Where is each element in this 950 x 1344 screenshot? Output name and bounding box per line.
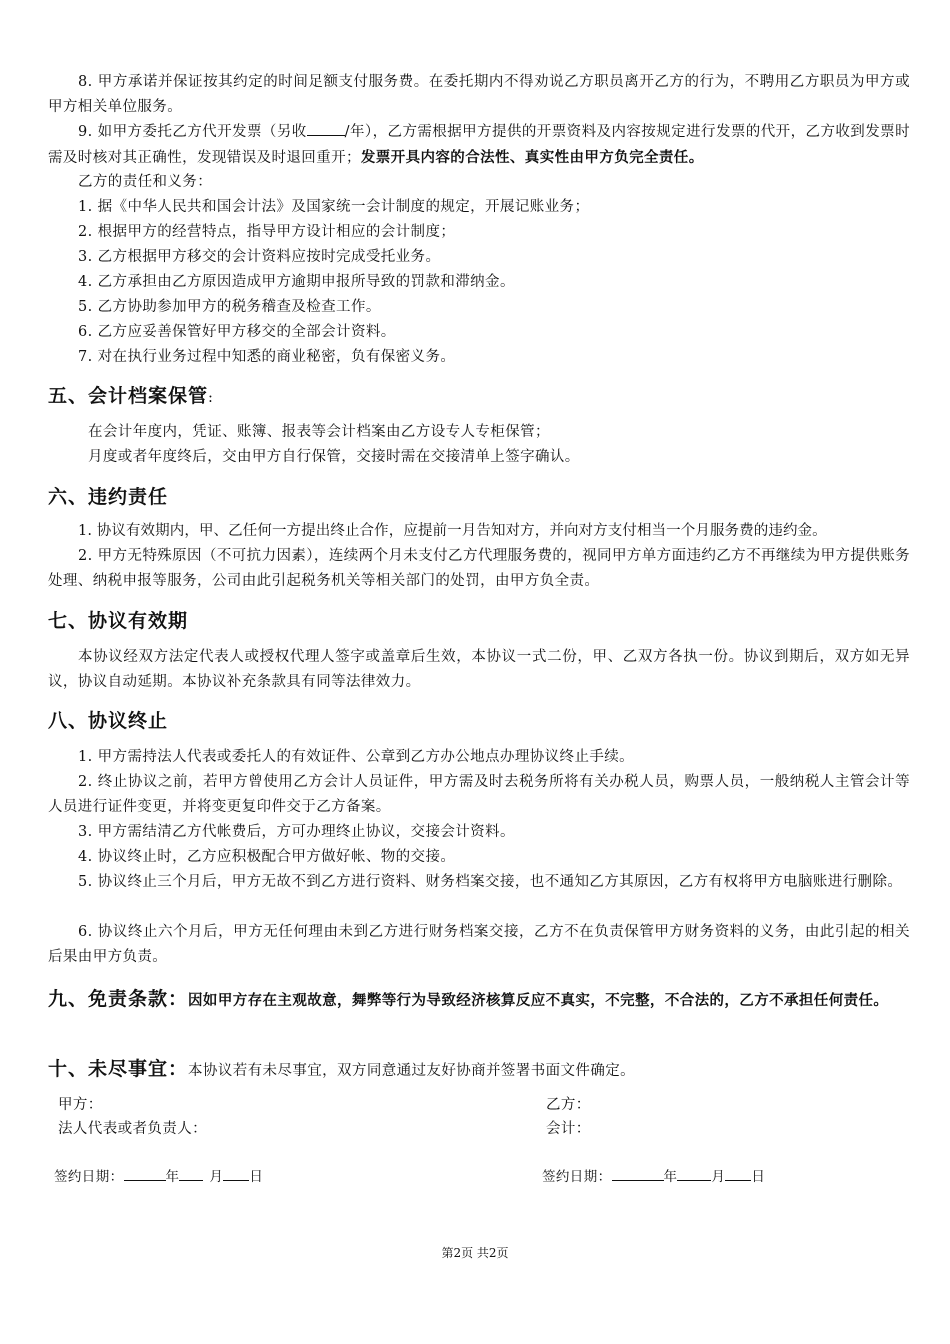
list-item: 4. 乙方承担由乙方原因造成甲方逾期申报所导致的罚款和滞纳金。	[78, 274, 515, 290]
year-label: 年	[165, 1169, 180, 1185]
month-label: 月	[711, 1169, 726, 1185]
termination-item-5: 5. 协议终止三个月后，甲方无故不到乙方进行资料、财务档案交接，也不通知乙方其原因，乙方有权将甲方电脑账进行删除。	[78, 874, 903, 890]
section-heading-7: 七、协议有效期	[48, 610, 189, 632]
termination-item-1: 1. 甲方需持法人代表或委托人的有效证件、公章到乙方办公地点办理协议终止手续。	[78, 749, 635, 765]
month-blank	[677, 1166, 711, 1181]
list-item: 3. 乙方根据甲方移交的会计资料应按时完成受托业务。	[78, 249, 441, 265]
month-label: 月	[209, 1169, 224, 1185]
section-10-title: 十、未尽事宜：	[48, 1058, 189, 1080]
breach-clause-1: 1. 协议有效期内，甲、乙任何一方提出终止合作，应提前一月告知对方，并向对方支付相当一个月服务费的违约金。	[78, 523, 827, 539]
termination-item-4: 4. 协议终止时，乙方应积极配合甲方做好帐、物的交接。	[78, 849, 456, 865]
page-number: 第2页 共2页	[441, 1246, 509, 1260]
clause-9-bold: 发票开具内容的合法性、真实性由甲方负完全责任。	[360, 149, 704, 166]
section-9-title: 九、免责条款：	[48, 988, 189, 1010]
section-5-colon: :	[208, 390, 214, 406]
party-a-sign-date	[54, 1166, 263, 1188]
breach-clause-2: 2. 甲方无特殊原因（不可抗力因素），连续两个月未支付乙方代理服务费的，视同甲方单方面违约乙方不再继续为甲方提供账务处理、纳税申报等服务，公司由此引起税务机关等相关部门的处罚，由甲方负全责。	[48, 548, 910, 589]
section-heading-9	[48, 982, 910, 1018]
list-item: 6. 乙方应妥善保管好甲方移交的全部会计资料。	[78, 324, 396, 340]
year-blank	[612, 1166, 664, 1181]
month-blank	[179, 1166, 203, 1181]
fee-blank	[307, 121, 345, 136]
clause-9-part-a: 9. 如甲方委托乙方代开发票（另收	[78, 124, 307, 140]
termination-item-3: 3. 甲方需结清乙方代帐费后，方可办理终止协议，交接会计资料。	[78, 824, 515, 840]
validity-clause: 本协议经双方法定代表人或授权代理人签字或盖章后生效，本协议一式二份，甲、乙双方各执一份。协议到期后，双方如无异议，协议自动延期。本协议补充条款具有同等法律效力。	[48, 649, 910, 690]
yi-duties-title: 乙方的责任和义务：	[78, 174, 213, 190]
section-heading-6: 六、违约责任	[48, 486, 169, 508]
date-label: 签约日期：	[54, 1169, 124, 1185]
year-blank	[124, 1166, 166, 1181]
termination-item-2: 2. 终止协议之前，若甲方曾使用乙方会计人员证件，甲方需及时去税务所将有关办税人员，购票人员，一般纳税人主管会计等人员进行证件变更，并将变更复印件交于乙方备案。	[48, 774, 910, 815]
termination-item-6: 6. 协议终止六个月后，甲方无任何理由未到乙方进行财务档案交接，乙方不在负责保管甲方财务资料的义务，由此引起的相关后果由甲方负责。	[48, 924, 910, 965]
section-10-text: 本协议若有未尽事宜，双方同意通过友好协商并签署书面文件确定。	[188, 1063, 636, 1079]
archive-line-2: 月度或者年度终后，交由甲方自行保管，交接时需在交接清单上签字确认。	[88, 449, 580, 465]
date-label: 签约日期：	[542, 1169, 612, 1185]
list-item: 2. 根据甲方的经营特点，指导甲方设计相应的会计制度；	[78, 224, 456, 240]
year-label: 年	[663, 1169, 678, 1185]
day-label: 日	[249, 1169, 264, 1185]
clause-9	[48, 120, 910, 171]
party-a-label: 甲方：	[58, 1097, 103, 1113]
list-item: 7. 对在执行业务过程中知悉的商业秘密，负有保密义务。	[78, 349, 456, 365]
list-item: 5. 乙方协助参加甲方的税务稽查及检查工作。	[78, 299, 381, 315]
party-b-label: 乙方：	[546, 1097, 591, 1113]
section-heading-5	[48, 381, 213, 408]
day-label: 日	[751, 1169, 766, 1185]
accountant-label: 会计：	[546, 1121, 591, 1137]
clause-9-part-b: /年），乙方需根据甲方提供的开票资料及内容按规定进行发票的代开，乙方收到发票时需及时核对其正确性，发现错误及时退回重开；	[48, 124, 910, 166]
list-item: 1. 据《中华人民共和国会计法》及国家统一会计制度的规定，开展记账业务；	[78, 199, 590, 215]
clause-8: 8. 甲方承诺并保证按其约定的时间足额支付服务费。在委托期内不得劝说乙方职员离开乙方的行为，不聘用乙方职员为甲方或甲方相关单位服务。	[48, 74, 910, 115]
section-heading-8: 八、协议终止	[48, 710, 169, 732]
section-heading-10	[48, 1054, 635, 1081]
party-b-sign-date	[542, 1166, 765, 1188]
day-blank	[725, 1166, 751, 1181]
day-blank	[223, 1166, 249, 1181]
archive-line-1: 在会计年度内，凭证、账簿、报表等会计档案由乙方设专人专柜保管；	[88, 424, 550, 440]
legal-rep-label: 法人代表或者负责人：	[58, 1121, 207, 1137]
section-5-title: 五、会计档案保管	[48, 385, 209, 407]
section-9-text: 因如甲方存在主观故意，舞弊等行为导致经济核算反应不真实，不完整，不合法的，乙方不承担任何责任。	[188, 992, 889, 1009]
